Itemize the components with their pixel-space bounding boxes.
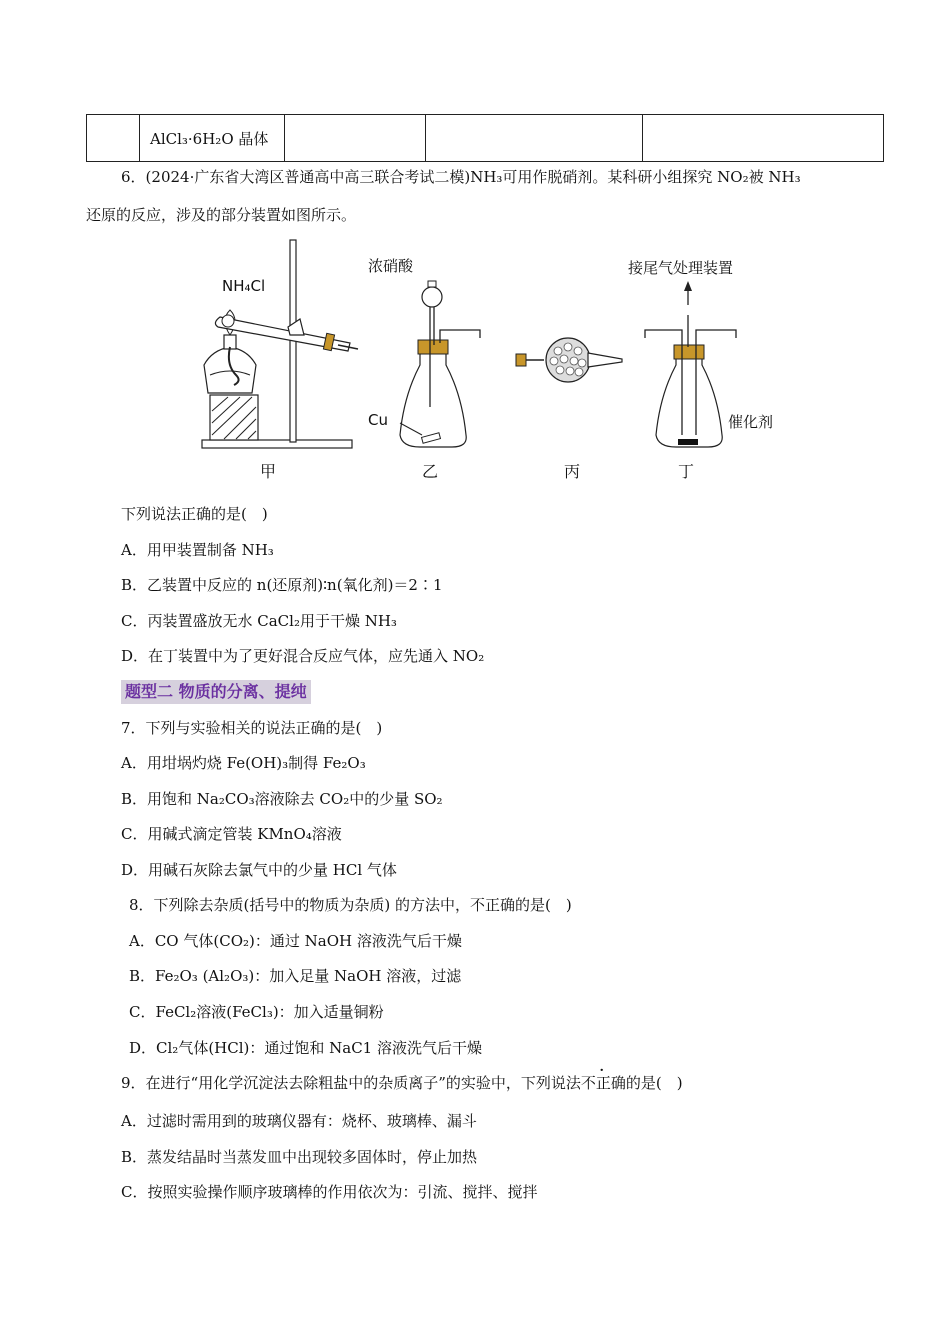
section-heading: 题型二 物质的分离、提纯 — [121, 680, 311, 704]
q8-stem: 8．下列除去杂质(括号中的物质为杂质) 的方法中，不正确的是( ) — [129, 896, 572, 914]
table-cell — [87, 115, 140, 162]
q6-option-c: C．丙装置盛放无水 CaCl₂用于干燥 NH₃ — [121, 612, 397, 630]
apparatus-figure — [190, 235, 800, 490]
answer-table — [86, 114, 884, 162]
label-nh4cl: NH₄Cl — [222, 277, 266, 295]
q6-option-d: D．在丁装置中为了更好混合反应气体，应先通入 NO₂ — [121, 647, 485, 665]
apparatus-bing — [516, 338, 622, 481]
q8-option-b: B．Fe₂O₃ (Al₂O₃)：加入足量 NaOH 溶液，过滤 — [129, 967, 462, 985]
table-cell — [426, 115, 643, 162]
q6-stem-line1: 6．(2024·广东省大湾区普通高中高三联合考试二模)NH₃可用作脱硝剂。某科研小组探究 NO₂被 NH₃ — [121, 168, 801, 186]
label-tail: 接尾气处理装置 — [628, 259, 734, 277]
q7-option-c: C．用碱式滴定管装 KMnO₄溶液 — [121, 825, 342, 843]
q8-option-a: A．CO 气体(CO₂)：通过 NaOH 溶液洗气后干燥 — [129, 932, 462, 950]
q6-stem-line2: 还原的反应，涉及的部分装置如图所示。 — [86, 206, 357, 224]
q8-option-d: D．Cl₂气体(HCl)：通过饱和 NaC1 溶液洗气后干燥 — [129, 1039, 482, 1057]
q7-stem: 7．下列与实验相关的说法正确的是( ) — [121, 719, 383, 737]
apparatus-yi — [368, 257, 480, 481]
q6-question: 下列说法正确的是( ) — [121, 505, 268, 523]
q9-option-a: A．过滤时需用到的玻璃仪器有：烧杯、玻璃棒、漏斗 — [121, 1112, 477, 1130]
q9-stem-before: 9．在进行“用化学沉淀法去除粗盐中的杂质离子”的实验中，下列说法 — [121, 1074, 581, 1092]
q9-stem-after: 的是( ) — [625, 1074, 683, 1092]
label-ding: 丁 — [678, 462, 695, 481]
table-row — [87, 115, 884, 162]
label-catalyst: 催化剂 — [728, 413, 774, 431]
q8-option-c: C．FeCl₂溶液(FeCl₃)：加入适量铜粉 — [129, 1003, 384, 1021]
q9-option-b: B．蒸发结晶时当蒸发皿中出现较多固体时，停止加热 — [121, 1148, 478, 1166]
label-jia: 甲 — [260, 462, 277, 481]
label-cu: Cu — [368, 411, 388, 429]
label-acid: 浓硝酸 — [368, 257, 414, 275]
table-cell: AlCl₃·6H₂O 晶体 — [140, 115, 285, 162]
q9-stem — [121, 1072, 683, 1094]
apparatus-ding — [628, 259, 773, 481]
label-yi: 乙 — [422, 462, 439, 481]
table-cell — [285, 115, 426, 162]
q7-option-a: A．用坩埚灼烧 Fe(OH)₃制得 Fe₂O₃ — [121, 754, 366, 772]
table-cell — [643, 115, 884, 162]
label-bing: 丙 — [564, 462, 581, 481]
q9-stem-emphasis: 不正确 — [580, 1074, 626, 1092]
q7-option-b: B．用饱和 Na₂CO₃溶液除去 CO₂中的少量 SO₂ — [121, 790, 443, 808]
q9-option-c: C．按照实验操作顺序玻璃棒的作用依次为：引流、搅拌、搅拌 — [121, 1183, 538, 1201]
q6-option-b: B．乙装置中反应的 n(还原剂)∶n(氧化剂)＝2∶1 — [121, 576, 443, 594]
q6-option-a: A．用甲装置制备 NH₃ — [121, 541, 274, 559]
apparatus-jia — [202, 240, 358, 481]
q7-option-d: D．用碱石灰除去氯气中的少量 HCl 气体 — [121, 861, 397, 879]
